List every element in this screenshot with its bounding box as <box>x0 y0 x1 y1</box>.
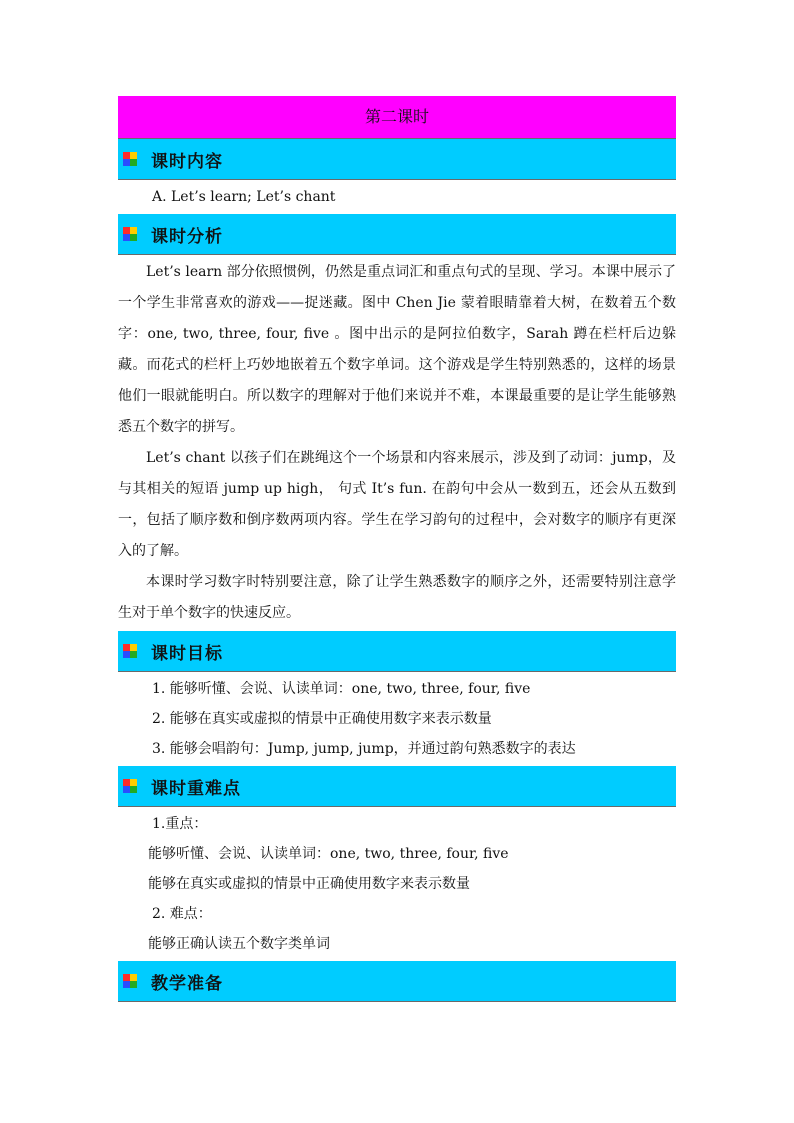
section-header-analysis <box>118 214 676 255</box>
section-heading-analysis: 课时分析 <box>151 226 223 247</box>
bullet-square-icon <box>123 779 137 793</box>
bullet-square-icon <box>123 974 137 988</box>
lesson-title-bar: 第二课时 <box>118 96 676 139</box>
content-line: A. Let’s learn; Let’s chant <box>152 189 336 205</box>
key-points-line-4: 2. 难点： <box>152 906 212 922</box>
key-points-line-1: 1.重点： <box>152 816 208 832</box>
bullet-square-icon <box>123 644 137 658</box>
key-points-line-5: 能够正确认读五个数字类单词 <box>148 936 330 952</box>
bullet-square-icon <box>123 227 137 241</box>
goal-item-1: 1. 能够听懂、会说、认读单词：one, two, three, four, five <box>152 681 531 697</box>
section-heading-prep: 教学准备 <box>151 973 223 994</box>
section-header-key-points <box>118 766 676 807</box>
section-heading-content: 课时内容 <box>151 151 223 172</box>
section-header-goals <box>118 631 676 672</box>
section-header-prep <box>118 961 676 1002</box>
goal-item-2: 2. 能够在真实或虚拟的情景中正确使用数字来表示数量 <box>152 711 492 727</box>
analysis-paragraph-2: Let’s chant 以孩子们在跳绳这个一个场景和内容来展示，涉及到了动词：jump，及与其相关的短语 jump up high， 句式 It’s fun. 在韵句中会从一数到五，还会从五数到一，包括了顺序数和倒序数两项内容。学生在学习韵句的过程中，会对数字的顺序有更深入的了解。 <box>118 450 676 559</box>
bullet-square-icon <box>123 152 137 166</box>
goal-item-3: 3. 能够会唱韵句：Jump, jump, jump，并通过韵句熟悉数字的表达 <box>152 741 576 757</box>
key-points-line-2: 能够听懂、会说、认读单词：one, two, three, four, five <box>148 846 509 862</box>
section-heading-goals: 课时目标 <box>151 643 223 664</box>
analysis-paragraph-1: Let’s learn 部分依照惯例，仍然是重点词汇和重点句式的呈现、学习。本课中展示了一个学生非常喜欢的游戏——捉迷藏。图中 Chen Jie 蒙着眼睛靠着大树，在数着五个数字：one, two, three, four, five 。图中出示的是阿拉伯数字，Sarah 蹲在栏杆后边躲藏。而花式的栏杆上巧妙地嵌着五个数字单词。这个游戏是学生特别熟悉的，这样的场景他们一眼就能明白。所以数字的理解对于他们来说并不难，本课最重要的是让学生能够熟悉五个数字的拼写。 <box>118 264 676 435</box>
section-header-content <box>118 139 676 180</box>
analysis-paragraph-3: 本课时学习数字时特别要注意，除了让学生熟悉数字的顺序之外，还需要特别注意学生对于单个数字的快速反应。 <box>118 574 676 621</box>
key-points-line-3: 能够在真实或虚拟的情景中正确使用数字来表示数量 <box>148 876 470 892</box>
lesson-page <box>118 96 676 1002</box>
section-heading-key-points: 课时重难点 <box>151 778 241 799</box>
